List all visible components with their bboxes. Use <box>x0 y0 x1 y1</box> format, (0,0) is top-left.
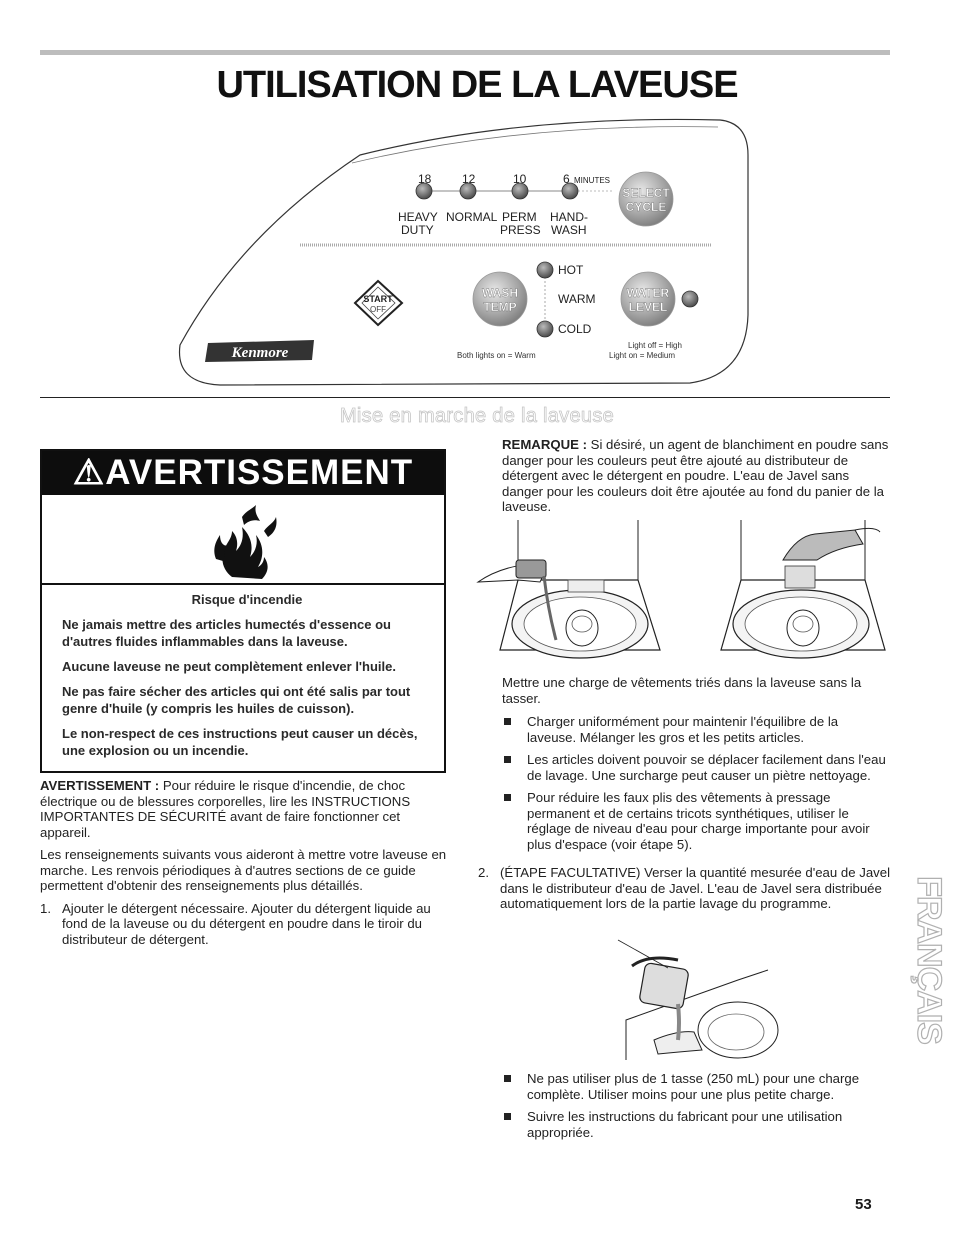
load-bullet-3: Pour réduire les faux plis des vêtements à pressage permanent et de certains tricots synthétiques, utiliser le réglage de niveau d'eau pour charge importante pour avoir plus d'espace (voir étape 5). <box>502 790 890 852</box>
warning-line-4: Le non-respect de ces instructions peut causer un décès, une explosion ou un incendie. <box>62 726 418 758</box>
bleach-dispenser-illustration <box>618 940 778 1060</box>
right-column <box>502 437 890 523</box>
avertissement-paragraph <box>40 778 448 840</box>
warning-heading: AVERTISSEMENT <box>105 453 414 492</box>
liquid-detergent-illustration <box>478 520 678 660</box>
warning-line-3: Ne pas faire sécher des articles qui ont été salis par tout genre d'huile (y compris les huiles de cuisson). <box>62 684 411 716</box>
avertissement-text: Pour réduire le risque d'incendie, de choc électrique ou de blessures corporelles, lire les INSTRUCTIONS IMPORTANTES DE SÉCURITÉ avant de faire fonctionner cet appareil. <box>40 778 411 840</box>
warning-line-1: Ne jamais mettre des articles humectés d'essence ou d'autres fluides inflammables dans la laveuse. <box>62 617 391 649</box>
wash-temp-label-1: WASH <box>482 286 518 300</box>
top-rule <box>40 50 890 55</box>
remarque-text: Si désiré, un agent de blanchiment en poudre sans danger pour les couleurs peut être ajouté au distributeur de détergent avec le détergent en poudre. L'eau de Javel sans danger pour les couleurs doit être ajoutée au fond du panier de la laveuse. <box>502 437 889 514</box>
step-2-text: (ÉTAPE FACULTATIVE) Verser la quantité mesurée d'eau de Javel dans le distributeur d'eau de Javel. L'eau de Javel sera distribuée automatiquement lors de la partie lavage du programme. <box>500 865 891 911</box>
svg-text:Kenmore: Kenmore <box>231 345 289 361</box>
select-cycle-knob[interactable] <box>619 172 673 226</box>
warning-header <box>42 451 444 495</box>
load-bullets <box>502 714 890 852</box>
right-column-bleach-bullets <box>502 1071 890 1147</box>
warning-line-2: Aucune laveuse ne peut complètement enlever l'huile. <box>62 659 396 674</box>
bleach-bullets <box>502 1071 890 1140</box>
cycle-hand-line2: WASH <box>551 223 587 237</box>
select-cycle-label-1: SELECT <box>622 186 670 200</box>
minutes-label: MINUTES <box>574 176 610 185</box>
water-level-label-2: LEVEL <box>628 300 668 314</box>
cycle-perm-line1: PERM <box>502 210 537 224</box>
language-side-tab <box>896 855 948 1065</box>
step-2 <box>478 865 890 912</box>
temp-cold: COLD <box>558 322 592 336</box>
minutes-10: 10 <box>513 172 527 186</box>
step-1-text: Ajouter le détergent nécessaire. Ajouter du détergent liquide au fond de la laveuse ou du détergent en poudre dans le tiroir du distributeur de détergent. <box>62 900 431 947</box>
cycle-heavy-line2: DUTY <box>401 223 434 237</box>
warning-text <box>62 591 432 767</box>
step-1-number: 1. <box>40 900 51 916</box>
control-panel-illustration <box>0 115 954 405</box>
cycle-normal: NORMAL <box>446 210 498 224</box>
temp-note: Both lights on = Warm <box>457 351 536 360</box>
bleach-bullet-1: Ne pas utiliser plus de 1 tasse (250 mL) pour une charge complète. Utiliser moins pour une plus petite charge. <box>502 1071 890 1102</box>
load-bullet-2: Les articles doivent pouvoir se déplacer facilement dans l'eau de lavage. Une surcharge peut causer un piètre nettoyage. <box>502 752 890 783</box>
page-number: 53 <box>855 1196 872 1213</box>
cycle-perm-line2: PRESS <box>500 223 541 237</box>
start-label: START <box>363 294 393 304</box>
left-column <box>40 778 448 947</box>
temp-warm: WARM <box>558 292 596 306</box>
minutes-18: 18 <box>418 172 432 186</box>
wash-temp-label-2: TEMP <box>483 300 517 314</box>
side-tab-label: FRANÇAIS <box>910 876 948 1044</box>
warning-box <box>40 449 446 773</box>
minutes-6: 6 <box>563 172 570 186</box>
cycle-hand-line1: HAND- <box>550 210 588 224</box>
kenmore-logo <box>205 340 314 362</box>
right-column-load <box>502 675 890 859</box>
select-cycle-label-2: CYCLE <box>625 200 667 214</box>
warning-triangle-icon: ⚠ <box>72 453 106 492</box>
water-level-knob[interactable] <box>621 272 675 326</box>
page-title: UTILISATION DE LA LAVEUSE <box>216 64 738 106</box>
water-level-indicator <box>682 291 698 307</box>
warning-hazard: Risque d'incendie <box>191 592 303 607</box>
temp-hot: HOT <box>558 263 584 277</box>
intro-paragraph: Les renseignements suivants vous aideront à mettre votre laveuse en marche. Les renvois périodiques à d'autres sections de ce guide permettent d'obtenir des renseignements plus détaillés. <box>40 847 447 893</box>
remarque-paragraph <box>502 437 890 515</box>
water-level-label-1: WATER <box>626 286 670 300</box>
cold-indicator <box>537 321 553 337</box>
bleach-bullet-2: Suivre les instructions du fabricant pour une utilisation appropriée. <box>502 1109 890 1140</box>
level-note-2: Light on = Medium <box>609 351 676 360</box>
section-divider <box>40 397 890 398</box>
step-1 <box>40 901 448 948</box>
wash-temp-knob[interactable] <box>473 272 527 326</box>
load-bullet-1: Charger uniformément pour maintenir l'équilibre de la laveuse. Mélanger les gros et les petits articles. <box>502 714 890 745</box>
avertissement-label: AVERTISSEMENT : <box>40 778 160 793</box>
remarque-label: REMARQUE : <box>502 437 587 452</box>
step-2-number: 2. <box>478 865 489 880</box>
fire-icon <box>42 495 444 585</box>
hot-indicator <box>537 262 553 278</box>
off-label: OFF <box>370 305 386 314</box>
minutes-12: 12 <box>462 172 476 186</box>
section-subtitle: Mise en marche de la laveuse <box>339 405 615 427</box>
level-note-1: Light off = High <box>628 341 682 350</box>
cycle-heavy-line1: HEAVY <box>398 210 438 224</box>
load-paragraph: Mettre une charge de vêtements triés dans la laveuse sans la tasser. <box>502 675 862 706</box>
powder-detergent-illustration <box>705 520 905 660</box>
